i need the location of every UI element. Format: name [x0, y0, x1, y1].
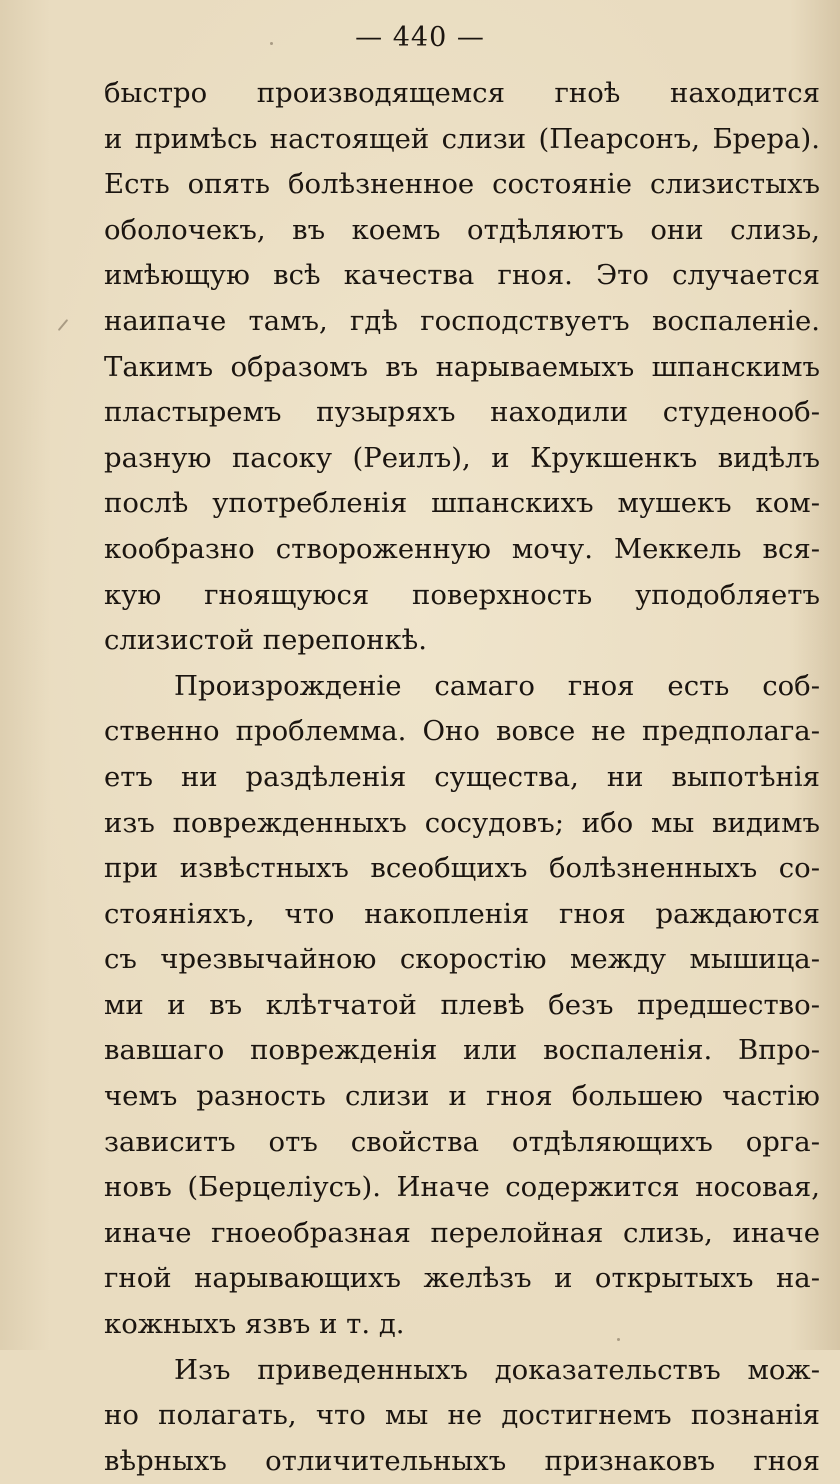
text-line: гной нарывающихъ желѣзъ и открытыхъ на-: [104, 1262, 820, 1295]
text-line: ственно проблемма. Оно вовсе не предполага-: [104, 715, 820, 748]
text-line: но полагать, что мы не достигнемъ познанія: [104, 1399, 820, 1432]
paragraph-first-line: Изъ приведенныхъ доказательствъ мож-: [174, 1353, 820, 1386]
text-line: вавшаго поврежденія или воспаленія. Впро-: [104, 1034, 820, 1067]
text-line: и примѣсь настоящей слизи (Пеарсонъ, Брера).: [104, 122, 820, 155]
text-line: иначе гноеобразная перелойная слизь, иначе: [104, 1216, 820, 1249]
paragraph-end-line: кожныхъ язвъ и т. д.: [104, 1308, 405, 1341]
text-line: ми и въ клѣтчатой плевѣ безъ предшество-: [104, 988, 820, 1021]
text-line: вѣрныхъ отличительныхъ признаковъ гноя: [104, 1444, 820, 1477]
text-line: пластыремъ пузыряхъ находили студенооб-: [104, 396, 820, 429]
text-line: етъ ни раздѣленія существа, ни выпотѣнія: [104, 760, 820, 793]
paragraph-end-line: слизистой перепонкѣ.: [104, 624, 427, 657]
paragraph-first-line: Произрожденіе самаго гноя есть соб-: [174, 669, 820, 702]
text-line: съ чрезвычайною скоростію между мышица-: [104, 943, 820, 976]
text-line: стояніяхъ, что накопленія гноя раждаются: [104, 897, 820, 930]
text-line: чемъ разность слизи и гноя большею частію: [104, 1080, 820, 1113]
text-line: зависитъ отъ свойства отдѣляющихъ орга-: [104, 1125, 820, 1158]
text-line: имѣющую всѣ качества гноя. Это случается: [104, 259, 820, 292]
text-line: Есть опять болѣзненное состояніе слизистыхъ: [104, 168, 820, 201]
body-text: [104, 71, 820, 1484]
text-line: оболочекъ, въ коемъ отдѣляютъ они слизь,: [104, 213, 820, 246]
page-number: — 440 —: [355, 22, 485, 53]
text-line: разную пасоку (Реилъ), и Крукшенкъ видѣлъ: [104, 441, 820, 474]
text-line: при извѣстныхъ всеобщихъ болѣзненныхъ со-: [104, 852, 820, 885]
text-line: кообразно створоженную мочу. Меккель вся-: [104, 532, 820, 565]
ink-speck: [270, 42, 273, 45]
ink-speck: [617, 1338, 620, 1341]
ink-speck: [485, 590, 488, 593]
text-line: Такимъ образомъ въ нарываемыхъ шпанскимъ: [104, 350, 820, 383]
text-line: быстро производящемся гноѣ находится: [104, 77, 820, 109]
ink-speck: [58, 319, 69, 331]
text-line: новъ (Берцеліусъ). Иначе содержится носовая,: [104, 1171, 820, 1204]
text-line: послѣ употребленія шпанскихъ мушекъ ком-: [104, 487, 820, 520]
text-line: кую гноящуюся поверхность уподобляетъ: [104, 578, 820, 611]
text-line: наипаче тамъ, гдѣ господствуетъ воспаленіе.: [104, 304, 820, 337]
text-line: изъ поврежденныхъ сосудовъ; ибо мы видимъ: [104, 806, 820, 839]
